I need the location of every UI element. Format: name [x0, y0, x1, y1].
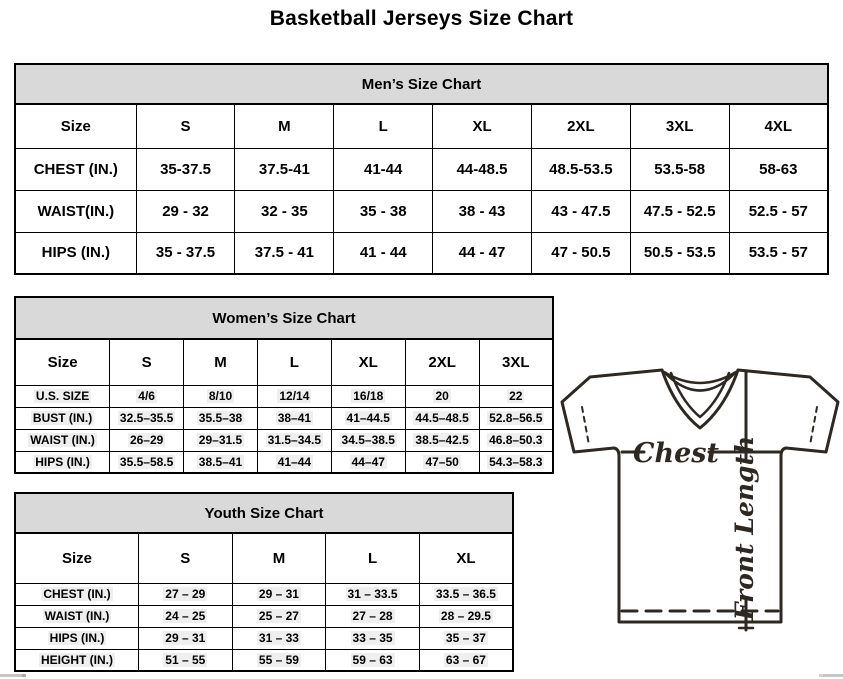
value-cell-text: 31 – 33 — [258, 631, 299, 645]
value-cell-text: 28 – 29.5 — [440, 609, 491, 623]
column-header-3xl: 3XL — [479, 339, 553, 385]
value-cell-text: 51 – 55 — [165, 652, 206, 667]
row-label-hips-in-text: HIPS (IN.) — [35, 454, 90, 469]
value-cell — [110, 451, 184, 473]
value-cell-text: 55 – 59 — [258, 652, 299, 667]
value-cell — [184, 385, 258, 407]
value-cell-text: 27 – 28 — [352, 609, 393, 623]
value-cell — [257, 429, 331, 451]
row-label-chest-in: CHEST (IN.) — [15, 148, 136, 190]
value-cell — [110, 429, 184, 451]
mens-size-chart-table — [14, 63, 829, 275]
value-cell — [184, 451, 258, 473]
column-header-3xl: 3XL — [630, 104, 729, 148]
value-cell-text: 34.5–38.5 — [341, 433, 395, 447]
value-cell: 53.5-58 — [630, 148, 729, 190]
column-header-m: M — [232, 533, 326, 583]
row-label-hips-in — [15, 451, 110, 473]
row-label-bust-in-text: BUST (IN.) — [32, 411, 93, 425]
value-cell: 38 - 43 — [433, 190, 532, 232]
value-cell — [257, 385, 331, 407]
row-label-height-in-text: HEIGHT (IN.) — [41, 652, 113, 667]
table-row-chest-in — [15, 583, 513, 605]
value-cell — [184, 407, 258, 429]
value-cell: 52.5 - 57 — [729, 190, 828, 232]
table-row-hips-in — [15, 232, 828, 274]
value-cell: 58-63 — [729, 148, 828, 190]
value-cell — [139, 627, 233, 649]
row-label-hips-in: HIPS (IN.) — [15, 232, 136, 274]
table-row-waist-in — [15, 429, 553, 451]
row-label-u-s-size-text: U.S. SIZE — [35, 389, 90, 403]
value-cell — [326, 605, 420, 627]
column-header-xl: XL — [433, 104, 532, 148]
row-label-waist-in: WAIST(IN.) — [15, 190, 136, 232]
row-label-hips-in — [15, 627, 139, 649]
value-cell — [331, 429, 405, 451]
chart-title: Youth Size Chart — [15, 493, 513, 533]
value-cell-text: 29–31.5 — [198, 433, 243, 447]
chest-measure-label: Chest — [633, 438, 719, 469]
value-cell-text: 52.8–56.5 — [489, 411, 543, 425]
value-cell — [110, 385, 184, 407]
size-corner-header: Size — [15, 104, 136, 148]
value-cell-text: 46.8–50.3 — [489, 433, 543, 447]
column-header-l: L — [334, 104, 433, 148]
value-cell: 29 - 32 — [136, 190, 235, 232]
value-cell-text: 35 – 37 — [445, 631, 486, 645]
value-cell — [331, 451, 405, 473]
value-cell-text: 22 — [509, 389, 523, 403]
value-cell-text: 47–50 — [425, 454, 459, 469]
value-cell: 35 - 38 — [334, 190, 433, 232]
value-cell-text: 38.5–41 — [198, 454, 243, 469]
value-cell: 47.5 - 52.5 — [630, 190, 729, 232]
value-cell: 37.5-41 — [235, 148, 334, 190]
value-cell — [405, 451, 479, 473]
value-cell — [331, 385, 405, 407]
value-cell: 41 - 44 — [334, 232, 433, 274]
value-cell — [479, 407, 553, 429]
value-cell-text: 54.3–58.3 — [489, 454, 543, 469]
womens-size-chart-table — [14, 296, 554, 474]
value-cell — [184, 429, 258, 451]
table-row-hips-in — [15, 451, 553, 473]
front-length-measure-label: Front Length — [730, 435, 759, 621]
size-corner-header: Size — [15, 533, 139, 583]
value-cell — [232, 627, 326, 649]
value-cell-text: 44–47 — [351, 454, 385, 469]
column-header-l: L — [326, 533, 420, 583]
value-cell: 35 - 37.5 — [136, 232, 235, 274]
row-label-waist-in — [15, 605, 139, 627]
value-cell-text: 4/6 — [138, 389, 155, 403]
column-header-xl: XL — [419, 533, 513, 583]
value-cell: 44-48.5 — [433, 148, 532, 190]
value-cell-text: 29 – 31 — [258, 587, 299, 601]
value-cell — [232, 605, 326, 627]
table-row-waist-in — [15, 190, 828, 232]
value-cell — [405, 407, 479, 429]
value-cell — [110, 407, 184, 429]
value-cell-text: 31.5–34.5 — [267, 433, 322, 447]
column-header-xl: XL — [331, 339, 405, 385]
value-cell-text: 24 – 25 — [165, 609, 206, 623]
size-corner-header: Size — [15, 339, 110, 385]
value-cell — [419, 583, 513, 605]
column-header-s: S — [139, 533, 233, 583]
column-header-m: M — [235, 104, 334, 148]
row-label-u-s-size — [15, 385, 110, 407]
value-cell: 53.5 - 57 — [729, 232, 828, 274]
value-cell-text: 38.5–42.5 — [415, 433, 469, 447]
value-cell-text: 12/14 — [279, 389, 310, 403]
column-header-s: S — [136, 104, 235, 148]
column-header-m: M — [184, 339, 258, 385]
value-cell — [326, 649, 420, 671]
value-cell — [479, 451, 553, 473]
value-cell-text: 16/18 — [353, 389, 384, 403]
value-cell-text: 33.5 – 36.5 — [435, 587, 496, 601]
value-cell — [139, 649, 233, 671]
column-header-l: L — [257, 339, 331, 385]
value-cell-text: 35.5–38 — [198, 411, 243, 425]
value-cell-text: 25 – 27 — [258, 609, 299, 623]
value-cell — [326, 583, 420, 605]
column-header-2xl: 2XL — [531, 104, 630, 148]
row-label-waist-in — [15, 429, 110, 451]
value-cell-text: 59 – 63 — [352, 652, 393, 667]
value-cell: 35-37.5 — [136, 148, 235, 190]
value-cell — [405, 429, 479, 451]
value-cell: 43 - 47.5 — [531, 190, 630, 232]
table-row-waist-in — [15, 605, 513, 627]
table-row-u-s-size — [15, 385, 553, 407]
row-label-waist-in-text: WAIST (IN.) — [44, 609, 110, 623]
row-label-waist-in-text: WAIST (IN.) — [30, 433, 95, 447]
value-cell-text: 27 – 29 — [165, 587, 206, 601]
row-label-chest-in — [15, 583, 139, 605]
value-cell-text: 32.5–35.5 — [119, 411, 174, 425]
row-label-chest-in-text: CHEST (IN.) — [43, 587, 111, 601]
value-cell-text: 35.5–58.5 — [119, 454, 174, 469]
value-cell — [139, 605, 233, 627]
value-cell: 50.5 - 53.5 — [630, 232, 729, 274]
horizontal-scrollbar-fragment-left — [0, 674, 26, 677]
value-cell: 47 - 50.5 — [531, 232, 630, 274]
value-cell — [479, 385, 553, 407]
value-cell-text: 29 – 31 — [165, 631, 206, 645]
value-cell — [479, 429, 553, 451]
value-cell: 48.5-53.5 — [531, 148, 630, 190]
value-cell — [326, 627, 420, 649]
value-cell — [419, 627, 513, 649]
column-header-s: S — [110, 339, 184, 385]
table-row-bust-in — [15, 407, 553, 429]
chart-title: Men’s Size Chart — [15, 64, 828, 104]
value-cell-text: 20 — [435, 389, 449, 403]
value-cell-text: 26–29 — [129, 433, 164, 447]
row-label-hips-in-text: HIPS (IN.) — [49, 631, 105, 645]
value-cell — [232, 583, 326, 605]
value-cell: 32 - 35 — [235, 190, 334, 232]
table-row-height-in — [15, 649, 513, 671]
value-cell: 44 - 47 — [433, 232, 532, 274]
youth-size-chart-table — [14, 492, 514, 672]
value-cell-text: 38–41 — [277, 411, 312, 425]
page-title: Basketball Jerseys Size Chart — [269, 7, 574, 30]
value-cell-text: 33 – 35 — [352, 631, 393, 645]
value-cell — [257, 407, 331, 429]
value-cell — [331, 407, 405, 429]
jersey-measurement-diagram — [556, 362, 843, 647]
value-cell — [405, 385, 479, 407]
table-row-hips-in — [15, 627, 513, 649]
value-cell-text: 41–44 — [277, 454, 312, 469]
value-cell — [257, 451, 331, 473]
column-header-2xl: 2XL — [405, 339, 479, 385]
jersey-outline-icon — [556, 362, 843, 647]
value-cell — [232, 649, 326, 671]
value-cell: 41-44 — [334, 148, 433, 190]
value-cell-text: 41–44.5 — [346, 411, 390, 425]
value-cell-text: 8/10 — [208, 389, 233, 403]
value-cell — [419, 605, 513, 627]
value-cell-text: 31 – 33.5 — [347, 587, 398, 601]
column-header-4xl: 4XL — [729, 104, 828, 148]
horizontal-scrollbar-fragment-right — [819, 674, 843, 677]
table-row-chest-in — [15, 148, 828, 190]
row-label-height-in — [15, 649, 139, 671]
chart-title: Women’s Size Chart — [15, 297, 553, 339]
row-label-bust-in — [15, 407, 110, 429]
value-cell-text: 44.5–48.5 — [415, 411, 469, 425]
value-cell: 37.5 - 41 — [235, 232, 334, 274]
value-cell — [419, 649, 513, 671]
value-cell-text: 63 – 67 — [445, 652, 486, 667]
value-cell — [139, 583, 233, 605]
